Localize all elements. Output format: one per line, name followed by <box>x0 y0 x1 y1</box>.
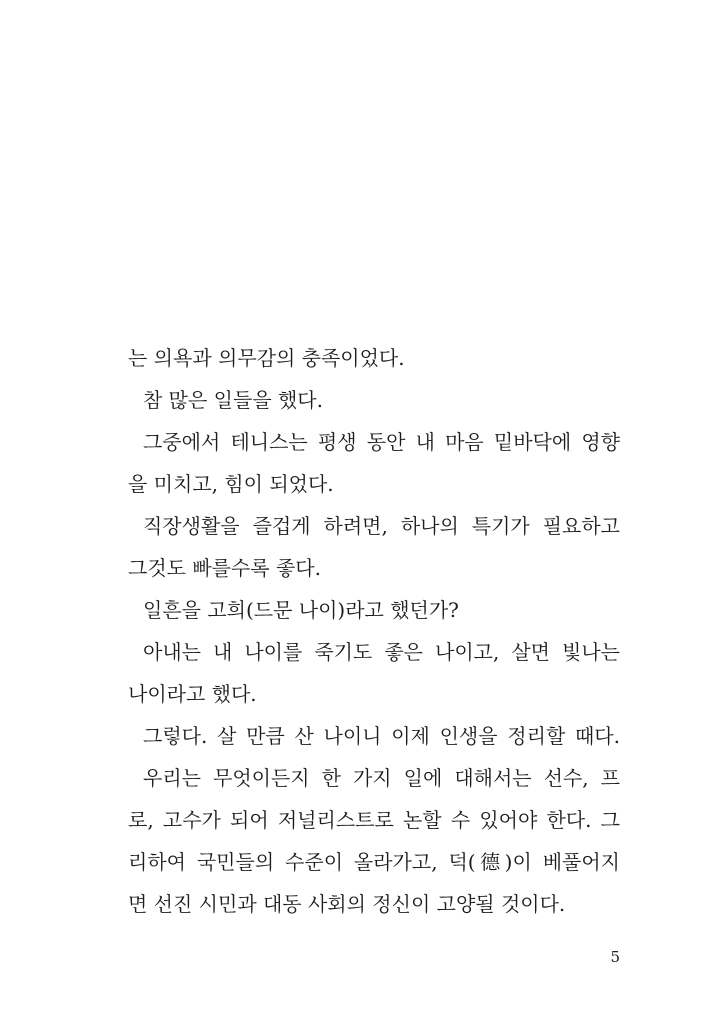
text-line: 는 의욕과 의무감의 충족이었다. <box>128 346 405 370</box>
body-text <box>128 337 620 925</box>
text-line: 일흔을 고희(드문 나이)라고 했던가? <box>143 598 459 622</box>
text-line: 로, 고수가 되어 저널리스트로 논할 수 있어야 한다. 그 <box>128 808 620 832</box>
text-line: 우리는 무엇이든지 한 가지 일에 대해서는 선수, 프 <box>143 766 620 790</box>
text-line: 을 미치고, 힘이 되었다. <box>128 472 334 496</box>
text-line: 그중에서 테니스는 평생 동안 내 마음 밑바닥에 영향 <box>143 430 620 454</box>
text-line: 참 많은 일들을 했다. <box>143 388 323 412</box>
text-line: 면 선진 시민과 대동 사회의 정신이 고양될 것이다. <box>128 892 566 916</box>
text-line: 리하여 국민들의 수준이 올라가고, 덕(德)이 베풀어지 <box>128 850 620 874</box>
text-line: 직장생활을 즐겁게 하려면, 하나의 특기가 필요하고 <box>143 514 620 538</box>
page-number: 5 <box>610 948 620 966</box>
text-line: 그렇다. 살 만큼 산 나이니 이제 인생을 정리할 때다. <box>143 724 620 748</box>
text-line: 그것도 빠를수록 좋다. <box>128 556 321 580</box>
text-line: 나이라고 했다. <box>128 682 257 706</box>
text-line: 아내는 내 나이를 죽기도 좋은 나이고, 살면 빛나는 <box>143 640 620 664</box>
